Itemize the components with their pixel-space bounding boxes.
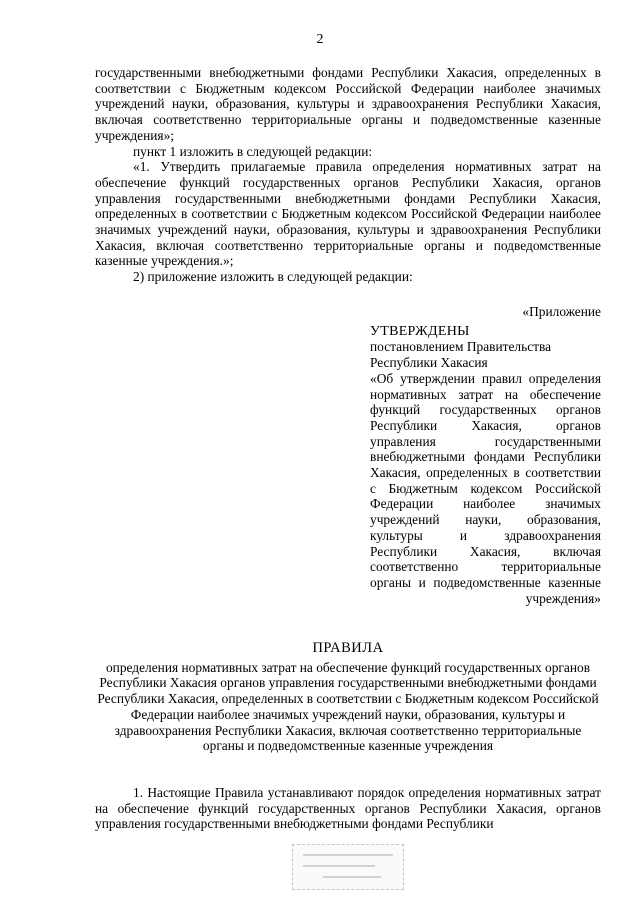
rules-text — [95, 785, 601, 832]
rules-title: ПРАВИЛА — [312, 640, 384, 656]
amendment-text — [95, 65, 601, 285]
approval-authority: постановлением Правительства — [370, 339, 552, 355]
rules-paragraph-1: 1. Настоящие Правила устанавливают порядок определения нормативных затрат на обеспечение функций государственных органов Республики Хакасия, органов управления государственными внебюджетными фондами Республики — [95, 785, 601, 832]
approval-resolution-title: «Об утверждении правил определения нормативных затрат на обеспечение функций государственных органов Республики Хакасия, органов управления государственными внебюджетными фондами Республики Хакасия, определенных в соответствии с Бюджетным кодексом Российской Федерации наиболее значимых учреждений науки, образования, культуры и здравоохранения Республики Хакасия, включая соответственно территориальные органы и подведомственные казенные учреждения» — [370, 370, 601, 606]
paragraph-point-1-intro: пункт 1 изложить в следующей редакции: — [133, 143, 373, 159]
registration-stamp-image — [292, 844, 404, 890]
approval-region: Республики Хакасия — [370, 355, 488, 371]
approval-stamp-block — [370, 304, 601, 606]
paragraph-point-1-text: «1. Утвердить прилагаемые правила определения нормативных затрат на обеспечение функций государственных органов Республики Хакасия, органов управления государственными внебюджетными фондами Республики Хакасия, определенных в соответствии с Бюджетным кодексом Российской Федерации наиболее значимых учреждений науки, образования, культуры и здравоохранения Республики Хакасия, включая соответственно территориальные органы и подведомственные казенные учреждения.»; — [95, 159, 601, 269]
annex-label: «Приложение — [522, 304, 601, 319]
paragraph-annex-intro: 2) приложение изложить в следующей редакции: — [133, 269, 413, 285]
page-number: 2 — [316, 32, 324, 47]
approved-heading: УТВЕРЖДЕНЫ — [370, 323, 470, 339]
paragraph-continuation: государственными внебюджетными фондами Республики Хакасия, определенных в соответствии с Бюджетным кодексом Российской Федерации наиболее значимых учреждений науки, образования, культуры и здравоохранения Республики Хакасия, включая соответственно территориальные органы и подведомственные казенные учреждения»; — [95, 65, 601, 143]
rules-subtitle: определения нормативных затрат на обеспечение функций государственных органов Республики Хакасия органов управления государственными внебюджетными фондами Республики Хакасия, определенных в соответствии с Бюджетным кодексом Российской Федерации наиболее значимых учреждений науки, образования, культуры и здравоохранения Республики Хакасия, включая соответственно территориальные органы и подведомственные казенные учреждения — [97, 659, 599, 754]
rules-heading-block — [95, 641, 601, 754]
